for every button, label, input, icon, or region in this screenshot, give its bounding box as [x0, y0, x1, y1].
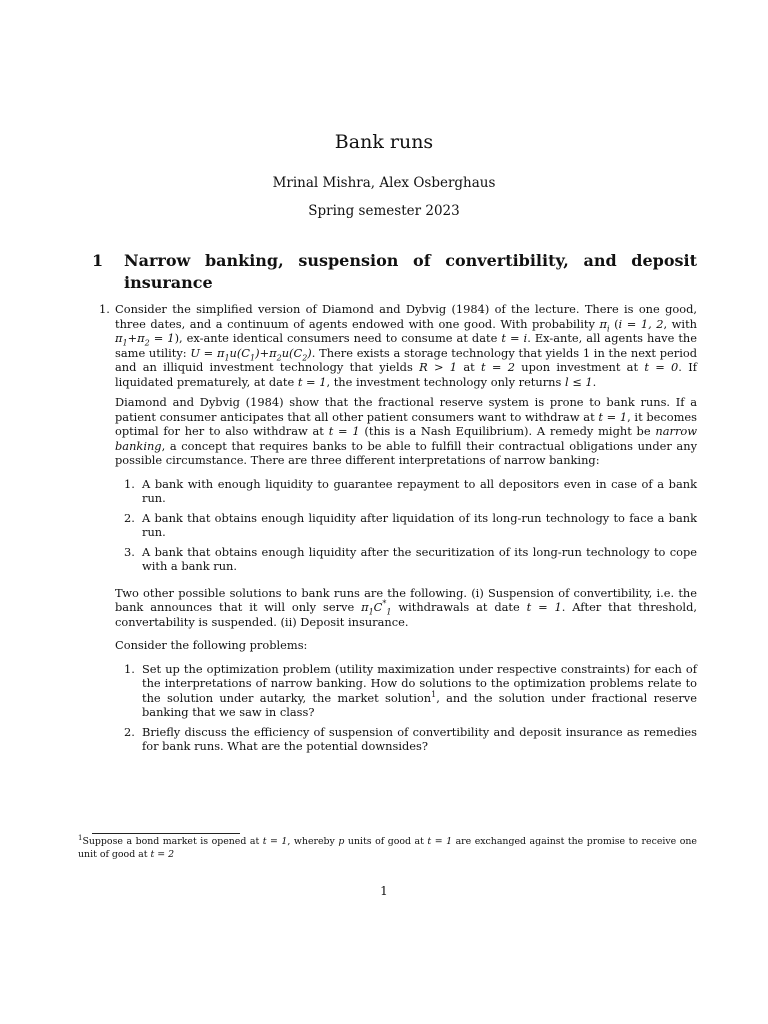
- list-item: 2. Briefly discuss the efficiency of suspension of convertibility and deposit insurance as remedies for bank runs. What are the potential downsides?: [124, 724, 697, 753]
- footnote-rule: [92, 833, 240, 834]
- page-number: 1: [380, 884, 388, 898]
- paragraph-narrow-banking: Diamond and Dybvig (1984) show that the fractional reserve system is prone to bank runs. If a patient consumer anticipates that all other patient consumers want to withdraw at t = 1, it becomes optimal for her to also withdraw at t = 1 (this is a Nash Equilibrium). A remedy might be narrow banking, a concept that requires banks to be able to fulfill their contractual obligations under any possible circumstance. There are three different interpretations of narrow banking:: [115, 395, 698, 467]
- document-title: Bank runs: [334, 131, 434, 153]
- section-title: Narrow banking, suspension of convertibility, and deposit insurance: [124, 251, 697, 292]
- document-authors: Mrinal Mishra, Alex Osberghaus: [272, 175, 496, 191]
- section-number: 1: [92, 251, 104, 270]
- footnote-reference: 1: [431, 689, 437, 699]
- paragraph-model-setup: Consider the simplified version of Diamond and Dybvig (1984) of the lecture. There is one good, three dates, and a continuum of agents endowed with one good. With probability $\pi_i$ (i = 1, 2, with $\pi_1+\pi_2 = 1$), ex-ante identical consumers need to consume at date t = i. Ex-ante, all agents have the same utility: $U = \pi_1u(C_1)+\pi_2u(C_2)$. There exists a storage technology that yields 1 in the next period and an illiquid investment technology that yields R > 1 at t = 2 upon investment at t = 0. If liquidated prematurely, at date t = 1, the investment technology only returns l ≤ 1.: [115, 302, 698, 389]
- footnote: $^1$Suppose a bond market is opened at t = 1, whereby p units of good at t = 1 are exchanged against the promise to receive one unit of good at t = 2: [78, 833, 697, 860]
- problem-marker: 1.: [99, 302, 110, 316]
- problems-list: [115, 662, 697, 754]
- list-item: 1. A bank with enough liquidity to guarantee repayment to all depositors even in case of a bank run.: [124, 476, 697, 505]
- document-date: Spring semester 2023: [308, 203, 460, 219]
- problem-item-1: [96, 302, 697, 754]
- paragraph-other-solutions: Two other possible solutions to bank runs are the following. (i) Suspension of convertibility, i.e. the bank announces that it will only serve $\pi_1C^*_1$ withdrawals at date t = 1. After that threshold, convertability is suspended. (ii) Deposit insurance.: [115, 585, 697, 629]
- narrow-banking-list: [115, 477, 697, 574]
- list-item: 3. A bank that obtains enough liquidity after the securitization of its long-run technology to cope with a bank run.: [124, 544, 697, 573]
- section-heading: [92, 250, 697, 294]
- list-item: 1. Set up the optimization problem (utility maximization under respective constraints) for each of the interpretations of narrow banking. How do solutions to the optimization problems relate to the solution under autarky, the market solution$^1$, and the solution under fractional reserve banking that we saw in class?: [124, 661, 697, 719]
- paragraph-problems-intro: Consider the following problems:: [115, 638, 308, 652]
- document-body: [96, 302, 697, 766]
- list-item: 2. A bank that obtains enough liquidity after liquidation of its long-run technology to face a bank run.: [124, 510, 697, 539]
